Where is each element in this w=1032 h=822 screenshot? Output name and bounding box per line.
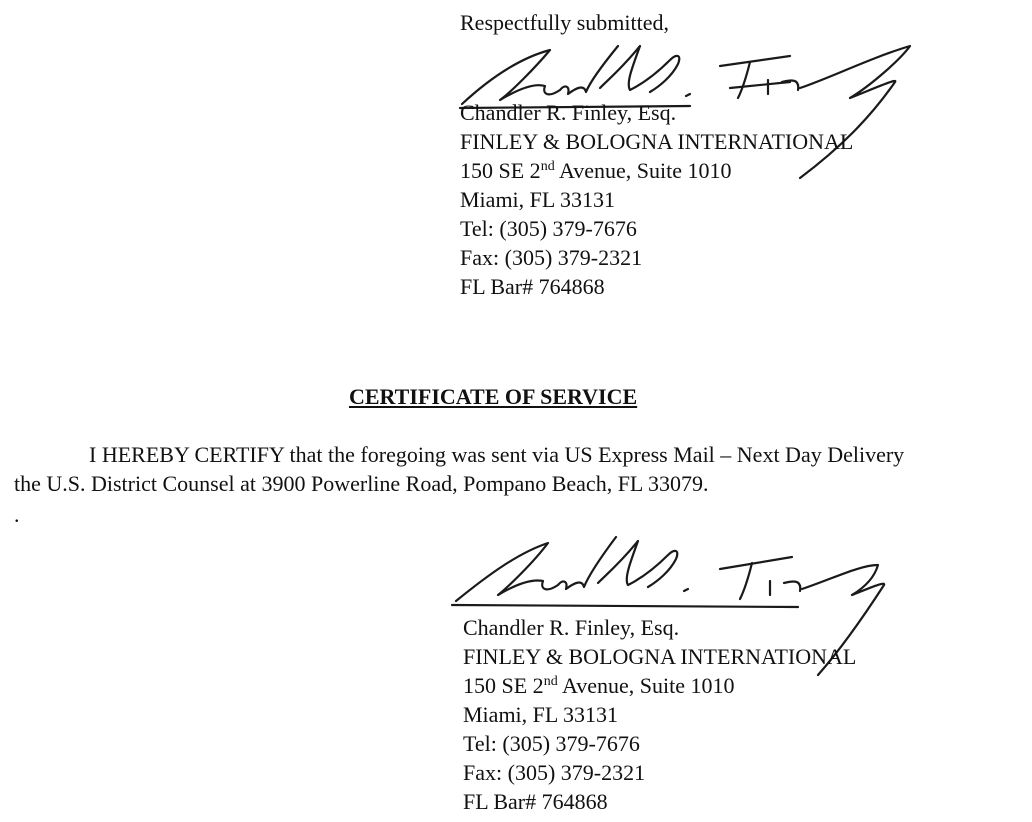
street-address: 150 SE 2nd Avenue, Suite 1010 xyxy=(463,673,735,698)
telephone: Tel: (305) 379-7676 xyxy=(460,216,637,241)
telephone: Tel: (305) 379-7676 xyxy=(463,731,640,756)
city-state-zip: Miami, FL 33131 xyxy=(460,187,616,212)
bar-number: FL Bar# 764868 xyxy=(463,789,608,814)
firm-name: FINLEY & BOLOGNA INTERNATIONAL xyxy=(463,644,857,669)
signature-block-1 xyxy=(460,98,853,301)
certificate-line-1: I HEREBY CERTIFY that the foregoing was sent via US Express Mail – Next Day Delivery xyxy=(89,442,905,467)
street-address: 150 SE 2nd Avenue, Suite 1010 xyxy=(460,158,732,183)
fax: Fax: (305) 379-2321 xyxy=(460,245,643,270)
fax: Fax: (305) 379-2321 xyxy=(463,760,646,785)
certificate-heading: CERTIFICATE OF SERVICE xyxy=(349,384,638,409)
closing-text: Respectfully submitted, xyxy=(460,10,669,35)
bar-number: FL Bar# 764868 xyxy=(460,274,605,299)
stray-mark: . xyxy=(14,502,20,527)
attorney-name: Chandler R. Finley, Esq. xyxy=(463,615,680,640)
city-state-zip: Miami, FL 33131 xyxy=(463,702,619,727)
firm-name: FINLEY & BOLOGNA INTERNATIONAL xyxy=(460,129,854,154)
signature-block-2 xyxy=(463,613,856,816)
certificate-line-2: the U.S. District Counsel at 3900 Powerline Road, Pompano Beach, FL 33079. xyxy=(14,471,709,496)
certificate-paragraph xyxy=(14,440,1024,498)
attorney-name: Chandler R. Finley, Esq. xyxy=(460,100,677,125)
